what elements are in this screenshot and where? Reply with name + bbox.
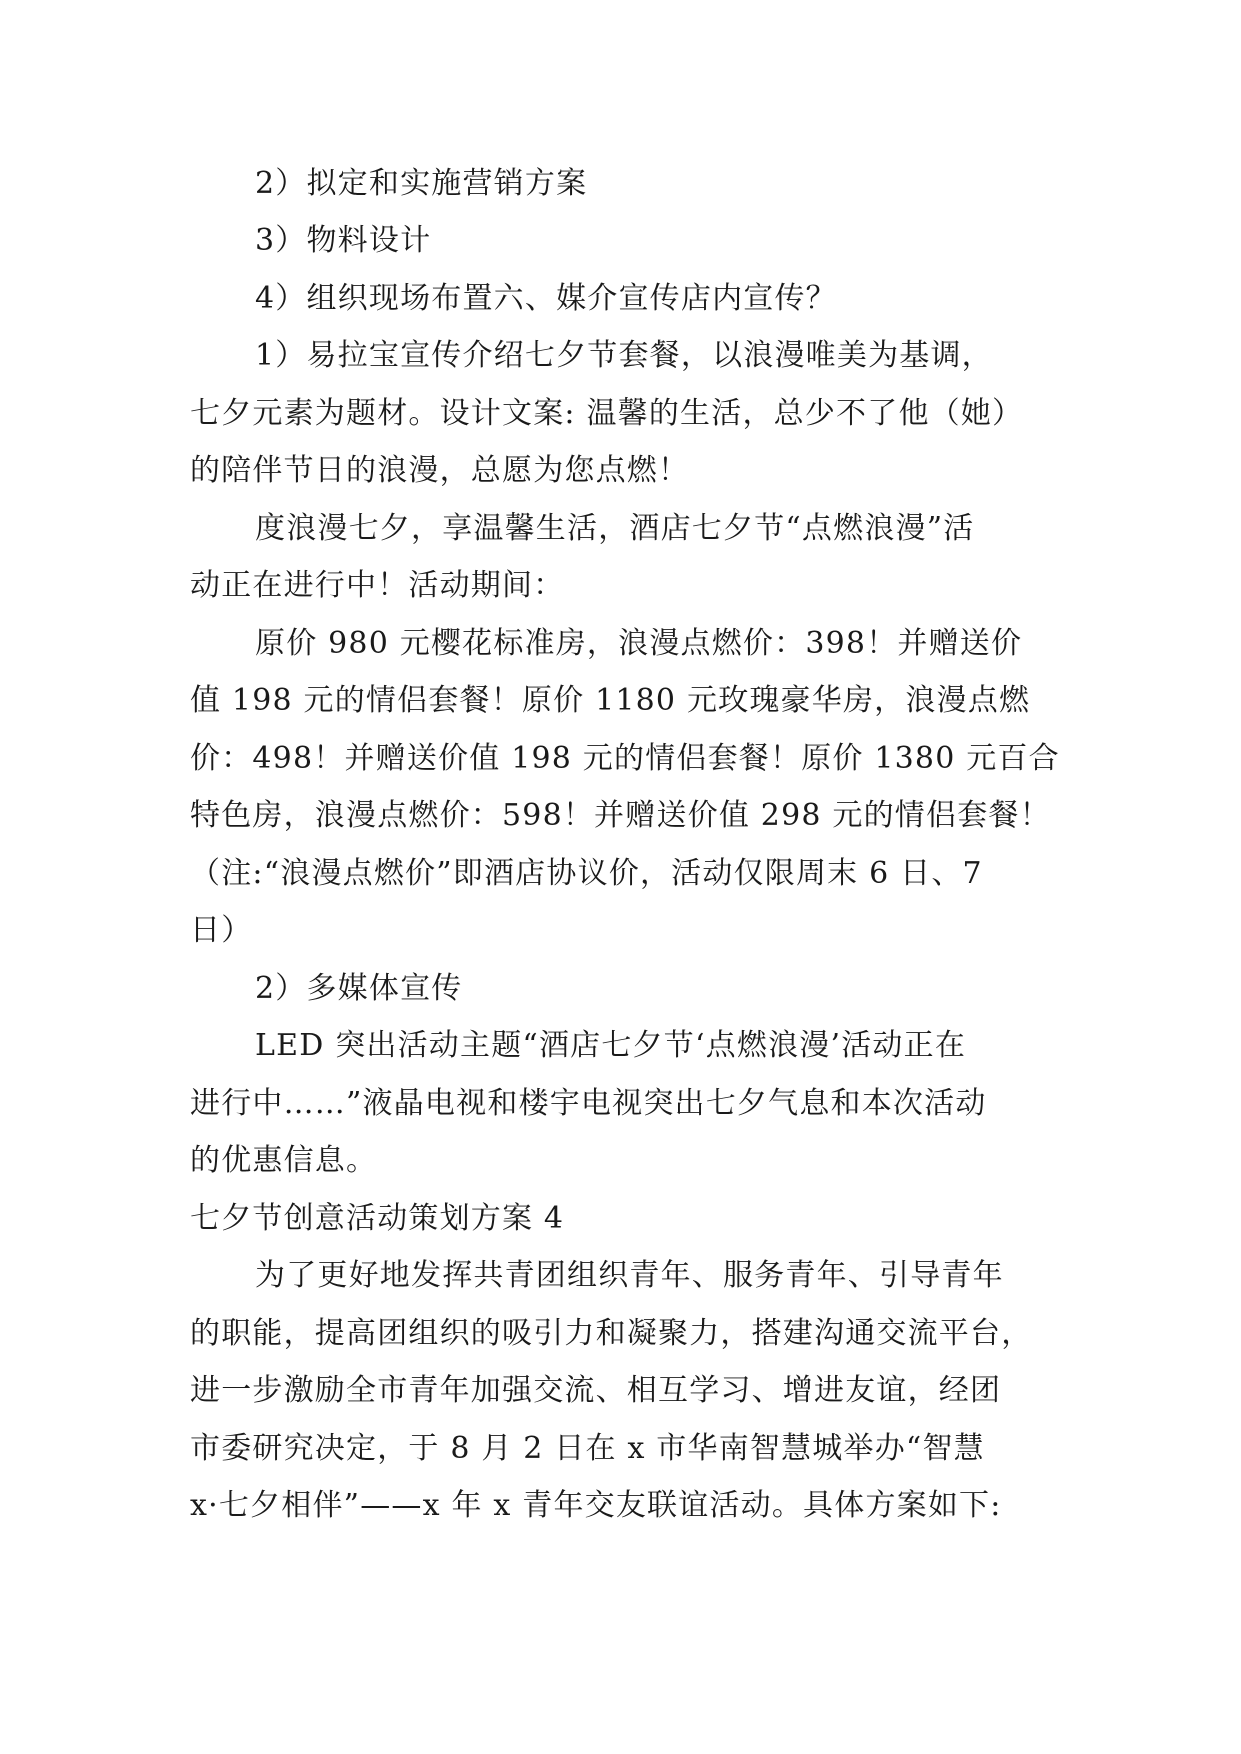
paragraph-line: 1）易拉宝宣传介绍七夕节套餐，以浪漫唯美为基调， [255, 338, 993, 373]
list-item-plan: 2）拟定和实施营销方案 [255, 166, 588, 201]
paragraph-line: 进一步激励全市青年加强交流、相互学习、增进友谊，经团 [190, 1373, 1002, 1408]
paragraph-line: 的陪伴节日的浪漫，总愿为您点燃！ [190, 453, 690, 488]
paragraph-line: x·七夕相伴”——x 年 x 青年交友联谊活动。具体方案如下: [190, 1488, 1002, 1523]
paragraph-line: 价：498！并赠送价值 198 元的情侣套餐！原价 1380 元百合 [190, 741, 1060, 776]
list-item-site-setup: 4）组织现场布置六、媒介宣传店内宣传？ [255, 281, 837, 316]
paragraph-line: 特色房，浪漫点燃价：598！并赠送价值 298 元的情侣套餐！ [190, 798, 1051, 833]
paragraph-line: 值 198 元的情侣套餐！原价 1180 元玫瑰豪华房，浪漫点燃 [190, 683, 1031, 718]
paragraph-line: 的职能，提高团组织的吸引力和凝聚力，搭建沟通交流平台， [190, 1316, 1033, 1351]
paragraph-line: 日） [190, 913, 253, 948]
paragraph-line: （注:“浪漫点燃价”即酒店协议价，活动仅限周末 6 日、7 [190, 856, 983, 891]
paragraph-line: 度浪漫七夕，享温馨生活，酒店七夕节“点燃浪漫”活 [255, 511, 975, 546]
paragraph-line: 为了更好地发挥共青团组织青年、服务青年、引导青年 [255, 1258, 1004, 1293]
list-item-multimedia: 2）多媒体宣传 [255, 971, 463, 1006]
paragraph-line: 的优惠信息。 [190, 1143, 378, 1178]
paragraph-line: 动正在进行中！活动期间： [190, 568, 565, 603]
list-item-materials: 3）物料设计 [255, 223, 432, 258]
section-heading: 七夕节创意活动策划方案 4 [190, 1201, 565, 1236]
paragraph-line: 七夕元素为题材。设计文案: 温馨的生活，总少不了他（她） [190, 396, 1024, 431]
paragraph-line: LED 突出活动主题“酒店七夕节‘点燃浪漫’活动正在 [255, 1028, 967, 1063]
paragraph-line: 进行中……”液晶电视和楼宇电视突出七夕气息和本次活动 [190, 1086, 987, 1121]
paragraph-line: 原价 980 元樱花标准房，浪漫点燃价：398！并赠送价 [255, 626, 1023, 661]
paragraph-line: 市委研究决定，于 8 月 2 日在 x 市华南智慧城举办“智慧 [190, 1431, 985, 1466]
